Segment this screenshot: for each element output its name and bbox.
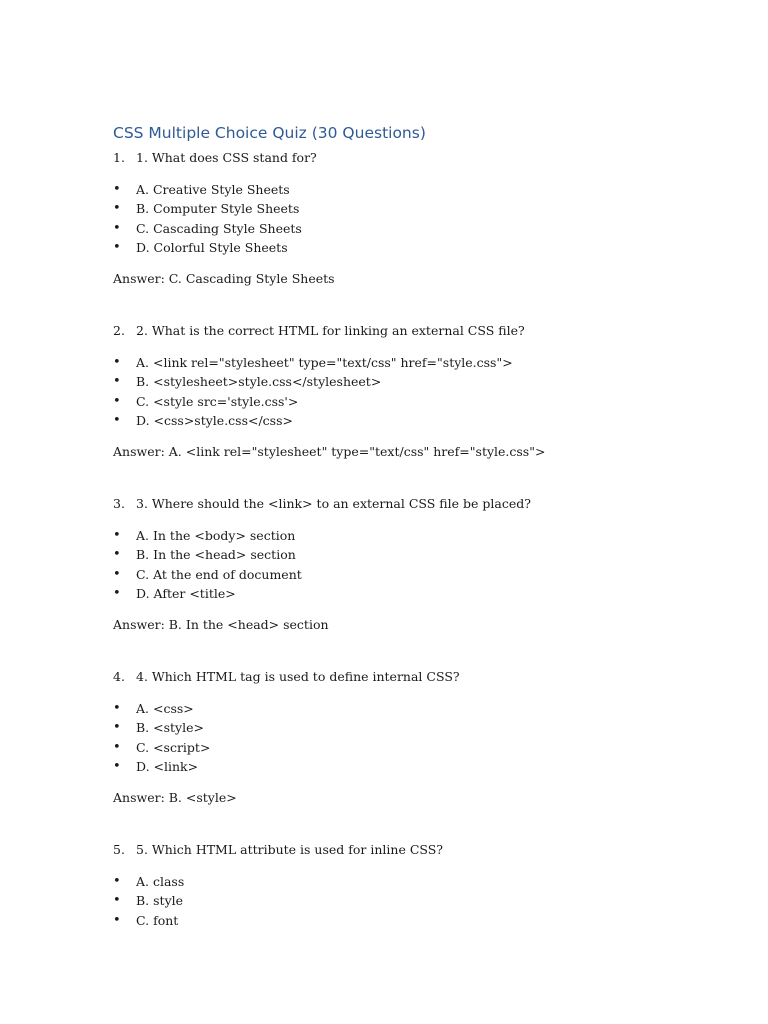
option-text: A. class	[136, 874, 185, 889]
question-line	[113, 494, 733, 513]
question-text: 2. What is the correct HTML for linking an external CSS file?	[136, 323, 525, 338]
option-text: B. <stylesheet>style.css</stylesheet>	[136, 374, 382, 390]
bullet-icon: •	[113, 547, 121, 563]
document-title: CSS Multiple Choice Quiz (30 Questions)	[113, 124, 426, 142]
question-block	[113, 494, 733, 633]
bullet-icon: •	[113, 701, 121, 716]
bullet-icon: •	[113, 566, 121, 582]
question-number: 1.	[113, 150, 125, 165]
option-item	[113, 911, 733, 930]
option-text: D. Colorful Style Sheets	[136, 239, 288, 255]
option-text: C. font	[136, 912, 179, 928]
option-text: C. Cascading Style Sheets	[136, 220, 302, 236]
bullet-icon: •	[113, 355, 121, 370]
option-text: A. In the <body> section	[136, 528, 296, 543]
question-text: 5. Which HTML attribute is used for inline CSS?	[136, 842, 444, 857]
answer-text: Answer: B. <style>	[113, 790, 237, 806]
option-item	[113, 411, 733, 430]
option-text: B. style	[136, 893, 184, 909]
bullet-icon: •	[113, 393, 121, 409]
option-text: C. <script>	[136, 739, 211, 755]
option-item	[113, 199, 733, 218]
bullet-icon: •	[113, 893, 121, 909]
question-block	[113, 148, 733, 287]
bullet-icon: •	[113, 412, 121, 428]
question-text: 1. What does CSS stand for?	[136, 150, 317, 165]
bullet-icon: •	[113, 585, 121, 601]
answer-text: Answer: A. <link rel="stylesheet" type="text/css" href="style.css">	[113, 444, 546, 460]
option-item	[113, 757, 733, 776]
bullet-icon: •	[113, 739, 121, 755]
option-text: D. <css>style.css</css>	[136, 412, 293, 428]
bullet-icon: •	[113, 528, 121, 543]
question-block	[113, 840, 733, 928]
option-item	[113, 219, 733, 238]
question-block	[113, 667, 733, 806]
bullet-icon: •	[113, 374, 121, 390]
question-line	[113, 321, 733, 340]
options-list	[113, 699, 733, 776]
bullet-icon: •	[113, 720, 121, 736]
question-block	[113, 321, 733, 460]
option-item	[113, 392, 733, 411]
bullet-icon: •	[113, 182, 121, 197]
option-text: C. <style src='style.css'>	[136, 393, 299, 409]
bullet-icon: •	[113, 758, 121, 774]
option-text: A. <link rel="stylesheet" type="text/css" href="style.css">	[136, 355, 513, 370]
option-item	[113, 526, 733, 545]
option-item	[113, 872, 733, 891]
question-number: 2.	[113, 323, 125, 338]
option-text: B. <style>	[136, 720, 204, 736]
question-line	[113, 148, 733, 167]
option-text: B. Computer Style Sheets	[136, 201, 300, 217]
option-item	[113, 699, 733, 718]
option-text: B. In the <head> section	[136, 547, 296, 563]
option-item	[113, 891, 733, 910]
option-item	[113, 584, 733, 603]
question-line	[113, 840, 733, 859]
options-list	[113, 526, 733, 603]
question-text: 4. Which HTML tag is used to define internal CSS?	[136, 669, 460, 684]
option-text: D. <link>	[136, 758, 199, 774]
bullet-icon: •	[113, 220, 121, 236]
option-item	[113, 353, 733, 372]
option-item	[113, 718, 733, 737]
question-number: 3.	[113, 496, 125, 511]
option-text: C. At the end of document	[136, 566, 302, 582]
bullet-icon: •	[113, 912, 121, 928]
option-text: A. Creative Style Sheets	[136, 182, 290, 197]
option-item	[113, 545, 733, 564]
answer-text: Answer: C. Cascading Style Sheets	[113, 271, 335, 287]
options-list	[113, 353, 733, 430]
question-line	[113, 667, 733, 686]
bullet-icon: •	[113, 201, 121, 217]
option-item	[113, 565, 733, 584]
option-item	[113, 372, 733, 391]
option-text: D. After <title>	[136, 585, 236, 601]
options-list	[113, 180, 733, 257]
bullet-icon: •	[113, 874, 121, 889]
option-text: A. <css>	[136, 701, 194, 716]
answer-text: Answer: B. In the <head> section	[113, 617, 329, 633]
bullet-icon: •	[113, 239, 121, 255]
options-list	[113, 872, 733, 930]
option-item	[113, 238, 733, 257]
question-number: 5.	[113, 842, 125, 857]
question-text: 3. Where should the <link> to an external CSS file be placed?	[136, 496, 531, 511]
question-number: 4.	[113, 669, 125, 684]
option-item	[113, 180, 733, 199]
option-item	[113, 738, 733, 757]
